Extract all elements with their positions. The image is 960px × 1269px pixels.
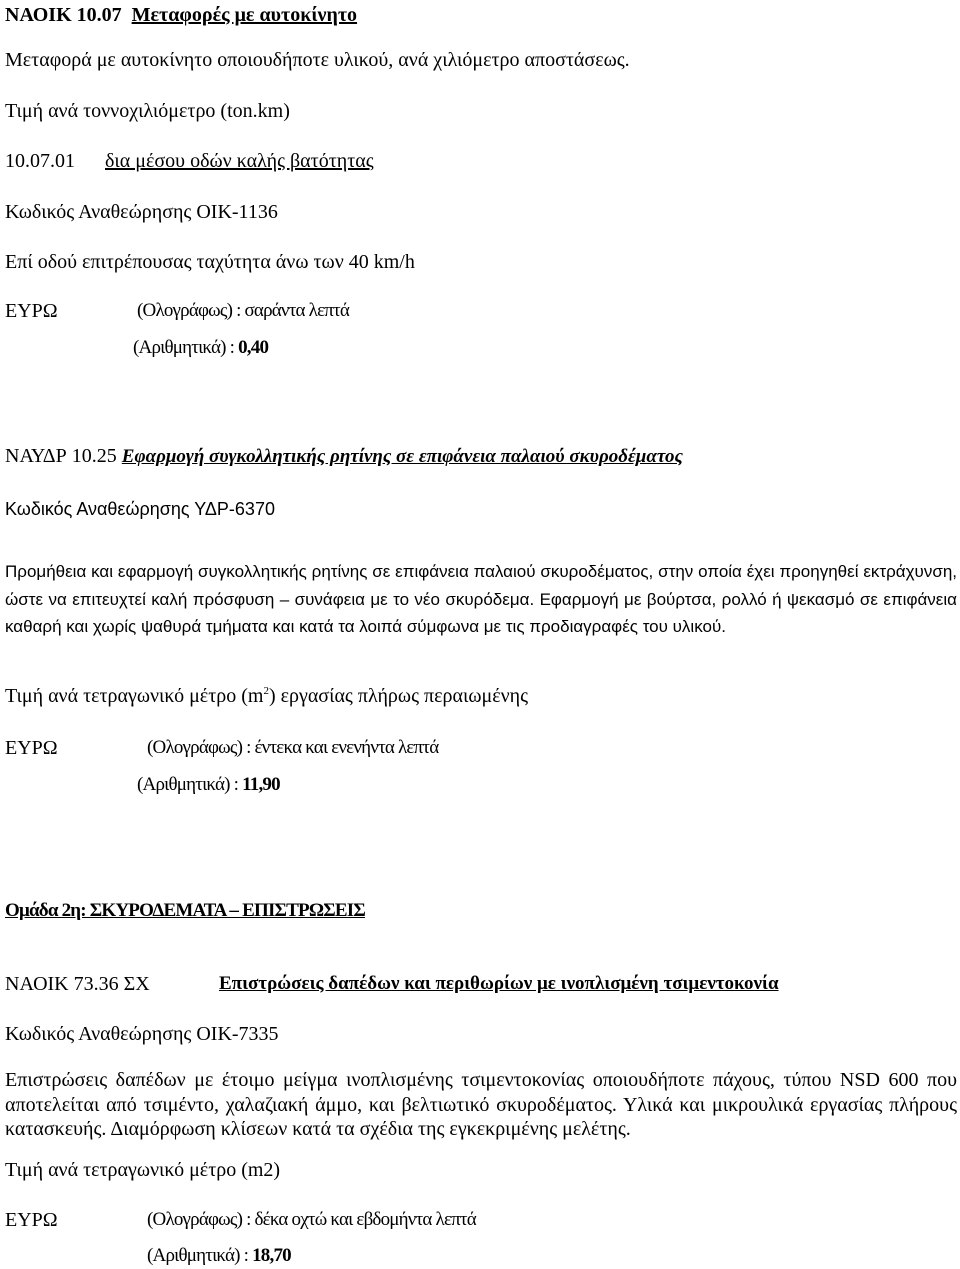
item1-code: ΝΑΟΙΚ 10.07: [5, 4, 122, 26]
item2-currency: ΕΥΡΩ: [5, 737, 58, 759]
item2-unit: [5, 684, 528, 708]
item3-price-words: (Ολογράφως) : δέκα οχτώ και εβδομήντα λεπτά: [147, 1209, 476, 1230]
item3-currency: ΕΥΡΩ: [5, 1209, 58, 1231]
item3-revision: Κωδικός Αναθεώρησης ΟΙΚ-7335: [5, 1023, 279, 1045]
item3-unit: Τιμή ανά τετραγωνικό μέτρο (m2): [5, 1159, 281, 1181]
item2-title: Εφαρμογή συγκολλητικής ρητίνης σε επιφάνεια παλαιού σκυροδέματος: [121, 446, 683, 467]
item1-heading: [5, 3, 357, 27]
group-title: Ομάδα 2η: ΣΚΥΡΟΔΕΜΑΤΑ – ΕΠΙΣΤΡΩΣΕΙΣ: [5, 900, 365, 921]
item2-price-numeric: [137, 773, 280, 797]
item1-price-words: (Ολογράφως) : σαράντα λεπτά: [137, 300, 350, 321]
item3-description: Επιστρώσεις δαπέδων με έτοιμο μείγμα ινοπλισμένης τσιμεντοκονίας οποιουδήποτε πάχους, τύπου NSD 600 που αποτελείται από τσιμέντο, χαλαζιακή άμμο, και βελτιωτικό σκυροδέματος. Υλικά και μικρουλικά εργασίας πλήρους κατασκευής. Διαμόρφωση κλίσεων κατά τα σχέδια της εγκεκριμένης μελέτης.: [5, 1069, 957, 1140]
item2-revision: Κωδικός Αναθεώρησης ΥΔΡ-6370: [5, 499, 275, 519]
item2-unit-after: ) εργασίας πλήρως περαιωμένης: [268, 685, 529, 707]
item1-description: Μεταφορά με αυτοκίνητο οποιουδήποτε υλικού, ανά χιλιόμετρο αποστάσεως.: [5, 49, 630, 71]
item2-code: ΝΑΥΔΡ 10.25: [5, 445, 117, 467]
item2-numeric-label: (Αριθμητικά) :: [137, 774, 243, 795]
item2-price-words: (Ολογράφως) : έντεκα και ενενήντα λεπτά: [147, 737, 439, 758]
item2-unit-sup: 2: [263, 685, 269, 697]
item1-subcode: 10.07.01: [5, 150, 75, 172]
item2-description: Προμήθεια και εφαρμογή συγκολλητικής ρητίνης σε επιφάνεια παλαιού σκυροδέματος, στην οποία έχει προηγηθεί εκτράχυνση, ώστε να επιτευχτεί καλή πρόσφυση – συνάφεια με το νέο σκυρόδεμα. Εφαρμογή με βούρτσα, ρολλό ή ψεκασμό σε επιφάνεια καθαρή και χωρίς ψαθυρά τμήματα και κατά τα λοιπά σύμφωνα με τις προδιαγραφές του υλικού.: [5, 562, 957, 636]
item3-price-numeric: [147, 1244, 291, 1268]
item3-code: ΝΑΟΙΚ 73.36 ΣΧ: [5, 973, 150, 995]
item1-subtitle: δια μέσου οδών καλής βατότητας: [105, 150, 374, 172]
item1-currency: ΕΥΡΩ: [5, 300, 58, 322]
item2-numeric-value: 11,90: [242, 774, 280, 795]
item1-numeric-value: 0,40: [238, 337, 269, 358]
item2-heading: [5, 444, 683, 469]
item1-sub-heading: [5, 149, 374, 173]
item3-title: Επιστρώσεις δαπέδων και περιθωρίων με ινοπλισμένη τσιμεντοκονία: [219, 973, 779, 994]
item3-numeric-label: (Αριθμητικά) :: [147, 1245, 253, 1266]
item3-numeric-value: 18,70: [252, 1245, 291, 1266]
item1-price-numeric: [133, 336, 268, 360]
item1-title: Μεταφορές με αυτοκίνητο: [131, 4, 358, 26]
item1-revision: Κωδικός Αναθεώρησης ΟΙΚ-1136: [5, 201, 278, 223]
item1-condition: Επί οδού επιτρέπουσας ταχύτητα άνω των 40 km/h: [5, 251, 415, 273]
item1-numeric-label: (Αριθμητικά) :: [133, 337, 239, 358]
item2-unit-before: Τιμή ανά τετραγωνικό μέτρο (m: [5, 685, 264, 707]
item1-unit: Τιμή ανά τοννοχιλιόμετρο (ton.km): [5, 100, 290, 122]
